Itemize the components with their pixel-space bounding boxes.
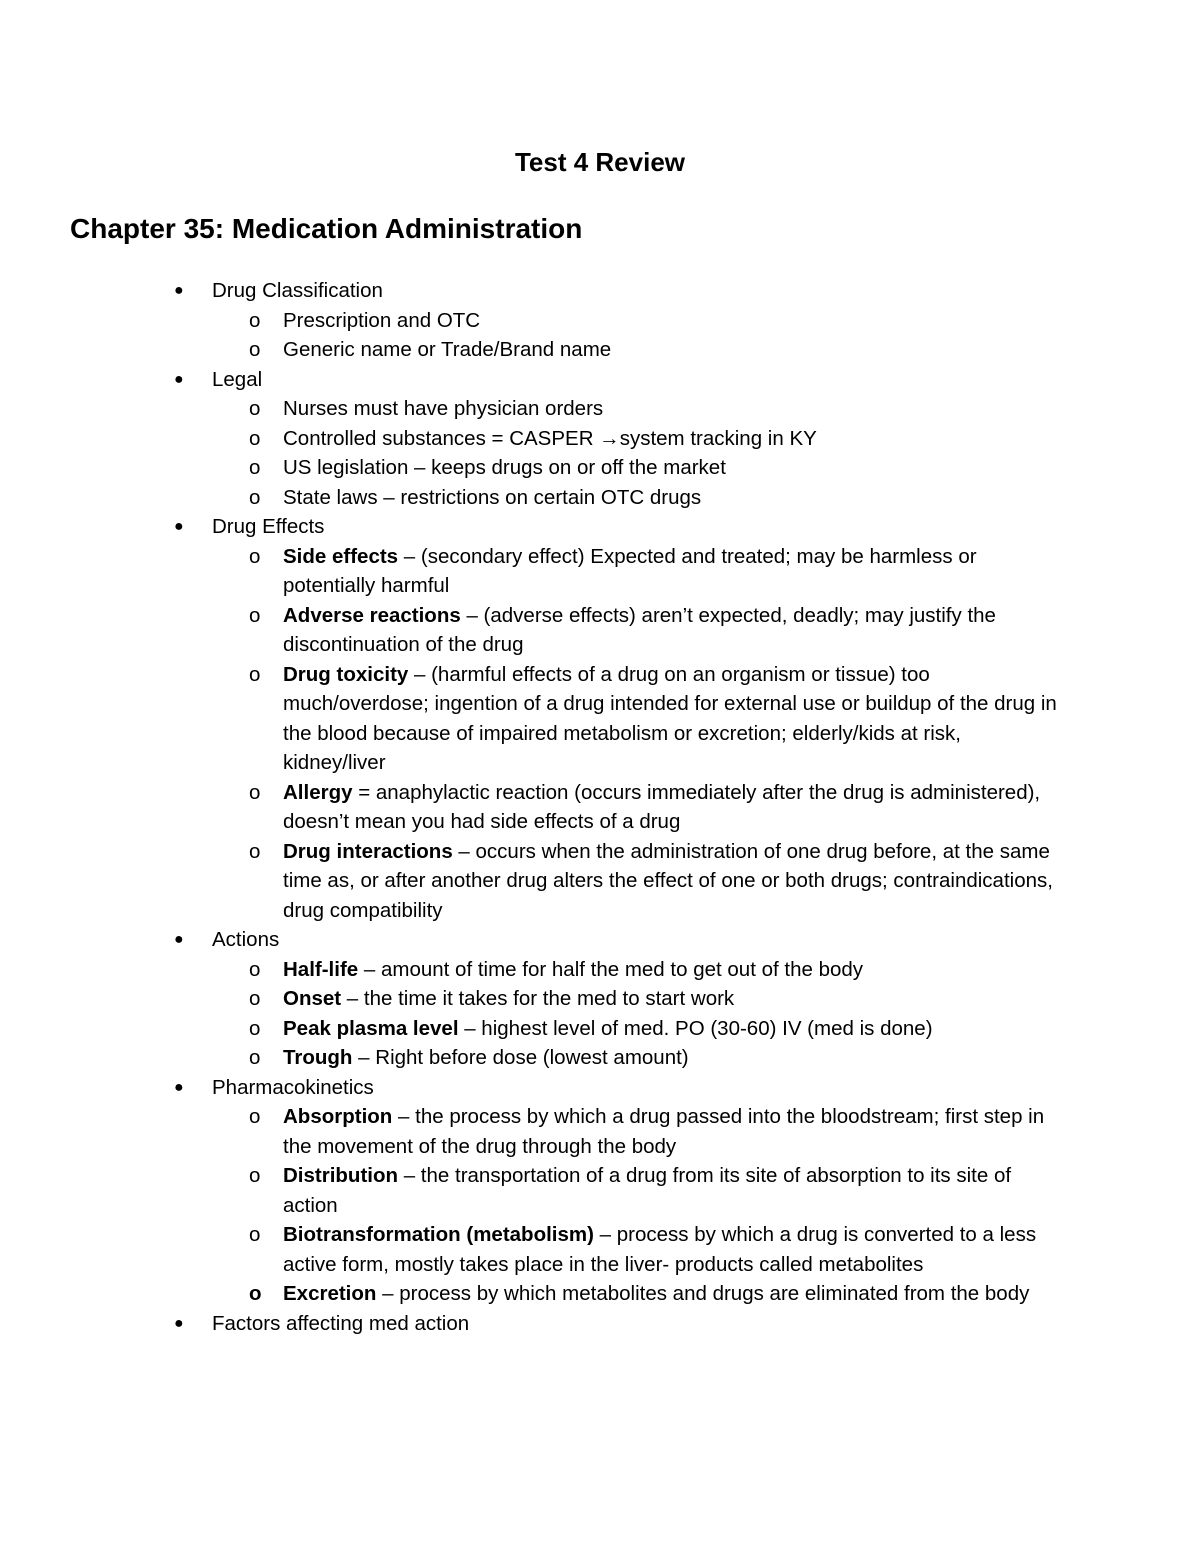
- document-title: Test 4 Review: [514, 147, 686, 177]
- circle-bullet-icon: o: [249, 603, 261, 627]
- section-label: Drug Classification: [212, 279, 383, 302]
- circle-bullet-icon: o: [249, 397, 261, 420]
- bullet-icon: ●: [174, 518, 184, 535]
- item-term: Absorption: [283, 1105, 393, 1128]
- list-item: [0, 335, 1063, 365]
- circle-bullet-icon: o: [249, 662, 261, 686]
- item-text: – (harmful effects of a drug on an organism or tissue) too much/overdose; ingention of a drug intended for external use or buildup of the drug in the blood because of impaired metabolism or excretion; elderly/kids at risk, kidney/liver: [283, 662, 1057, 774]
- item-text: – process by which metabolites and drugs are eliminated from the body: [376, 1282, 1030, 1305]
- item-term: Biotransformation (metabolism): [283, 1223, 594, 1246]
- item-text: Nurses must have physician orders: [283, 397, 604, 420]
- item-text: State laws – restrictions on certain OTC drugs: [283, 485, 702, 509]
- circle-bullet-icon: o: [249, 1164, 261, 1187]
- list-item: [0, 1014, 1063, 1044]
- section-drug-classification: [0, 276, 1200, 306]
- circle-bullet-icon: o: [249, 1282, 262, 1305]
- item-text: – occurs when the administration of one drug before, at the same time as, or after another drug alters the effect of one or both drugs; contraindications, drug compatibility: [283, 839, 1053, 922]
- item-term: Peak plasma level: [283, 1016, 459, 1040]
- item-text: – (secondary effect) Expected and treated; may be harmless or potentially harmful: [283, 544, 977, 597]
- circle-bullet-icon: o: [249, 456, 261, 479]
- item-text: – the process by which a drug passed into the bloodstream; first step in the movement of the drug through the body: [283, 1105, 1045, 1158]
- item-term: Onset: [283, 987, 342, 1010]
- circle-bullet-icon: o: [249, 1046, 261, 1069]
- circle-bullet-icon: o: [249, 1016, 261, 1040]
- item-text: – process by which a drug is converted to a less active form, mostly takes place in the liver- products called metabolites: [283, 1223, 1037, 1276]
- section-label: Legal: [212, 367, 263, 391]
- list-item: [0, 660, 1063, 778]
- list-item: [0, 778, 1063, 837]
- bullet-icon: ●: [174, 1314, 184, 1332]
- list-item: [0, 955, 1063, 985]
- list-item: [0, 1161, 1063, 1220]
- section-actions: [0, 925, 1200, 955]
- list-item: [0, 542, 1063, 601]
- list-item: [0, 306, 1063, 336]
- item-text: – (adverse effects) aren’t expected, deadly; may justify the discontinuation of the drug: [283, 603, 996, 656]
- item-term: Side effects: [283, 544, 399, 568]
- list-item: [0, 984, 1063, 1014]
- circle-bullet-icon: o: [249, 839, 261, 863]
- circle-bullet-icon: o: [249, 987, 261, 1010]
- circle-bullet-icon: o: [249, 485, 261, 509]
- chapter-heading: Chapter 35: Medication Administration: [70, 213, 583, 244]
- list-item: [0, 837, 1063, 926]
- item-term: Excretion: [283, 1282, 377, 1305]
- item-text: – the time it takes for the med to start work: [341, 987, 735, 1010]
- item-text: – highest level of med. PO (30-60) IV (med is done): [458, 1016, 933, 1040]
- list-item: [0, 1279, 1063, 1309]
- section-label: Drug Effects: [212, 515, 325, 538]
- item-term: Distribution: [283, 1164, 399, 1187]
- list-item: [0, 424, 1063, 454]
- item-text: – amount of time for half the med to get out of the body: [358, 957, 864, 981]
- item-text: = anaphylactic reaction (occurs immediately after the drug is administered), doesn’t mean you had side effects of a drug: [283, 780, 1041, 833]
- item-text: Prescription and OTC: [283, 308, 481, 332]
- section-factors: [0, 1309, 1200, 1339]
- circle-bullet-icon: o: [249, 1223, 261, 1246]
- bullet-icon: ●: [174, 370, 184, 388]
- list-item: [0, 1102, 1063, 1161]
- section-drug-effects: [0, 512, 1200, 542]
- list-item: [0, 1043, 1063, 1073]
- section-legal: [0, 365, 1200, 395]
- item-text: – Right before dose (lowest amount): [352, 1046, 689, 1069]
- section-label: Actions: [212, 928, 280, 951]
- list-item: [0, 483, 1063, 513]
- list-item: [0, 394, 1063, 424]
- item-term: Allergy: [283, 780, 353, 804]
- item-text: Generic name or Trade/Brand name: [283, 338, 612, 361]
- item-term: Adverse reactions: [283, 603, 461, 627]
- section-label: Factors affecting med action: [212, 1311, 470, 1335]
- review-outline: [0, 276, 1200, 1338]
- section-pharmacokinetics: [0, 1073, 1200, 1103]
- item-text: – the transportation of a drug from its site of absorption to its site of action: [283, 1164, 1012, 1217]
- item-term: Trough: [283, 1046, 353, 1069]
- circle-bullet-icon: o: [249, 957, 261, 981]
- list-item: [0, 601, 1063, 660]
- list-item: [0, 1220, 1063, 1279]
- item-text: Controlled substances = CASPER →system tracking in KY: [283, 426, 817, 450]
- circle-bullet-icon: o: [249, 780, 261, 804]
- circle-bullet-icon: o: [249, 308, 261, 332]
- item-term: Half-life: [283, 957, 359, 981]
- circle-bullet-icon: o: [249, 544, 261, 568]
- bullet-icon: ●: [174, 1078, 184, 1096]
- list-item: [0, 453, 1063, 483]
- circle-bullet-icon: o: [249, 1105, 261, 1128]
- circle-bullet-icon: o: [249, 426, 261, 450]
- bullet-icon: ●: [174, 931, 184, 948]
- item-text: US legislation – keeps drugs on or off the market: [283, 456, 726, 479]
- bullet-icon: ●: [174, 282, 184, 299]
- item-term: Drug toxicity: [283, 662, 409, 686]
- item-term: Drug interactions: [283, 839, 453, 863]
- circle-bullet-icon: o: [249, 338, 261, 361]
- section-label: Pharmacokinetics: [212, 1075, 374, 1099]
